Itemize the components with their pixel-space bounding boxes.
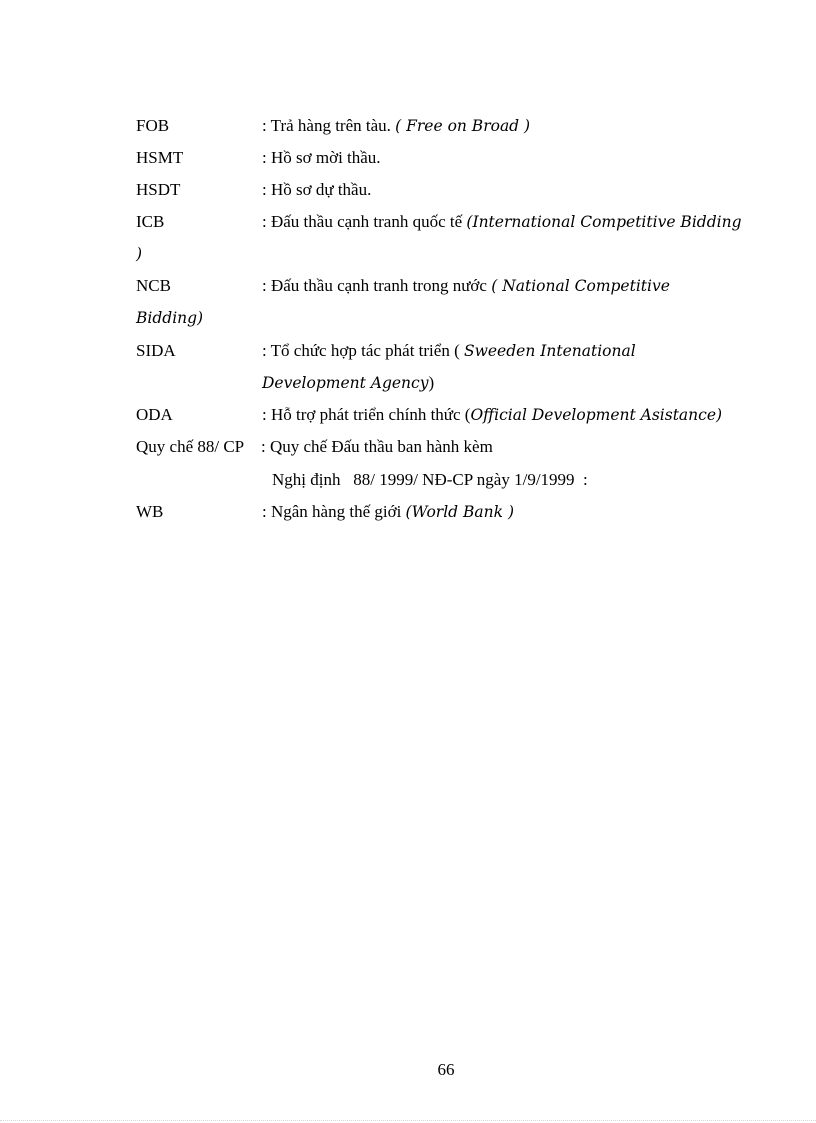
definition-text: : Đấu thầu cạnh tranh quốc tế [262, 212, 467, 231]
glossary-term: ODA [136, 405, 173, 424]
english-term: ( National Competitive [491, 277, 670, 295]
closing-paren: ) [428, 373, 435, 392]
definition-text: : Hồ sơ dự thầu. [262, 180, 372, 199]
page-number: 66 [437, 1060, 455, 1079]
glossary-term: WB [136, 502, 164, 521]
definition-text: : Quy chế Đấu thầu ban hành kèm [261, 437, 493, 456]
english-term-continuation [262, 373, 434, 393]
glossary-entry-quy-che-def [261, 437, 816, 457]
glossary-definition [262, 341, 636, 361]
glossary-definition [262, 405, 722, 425]
glossary-term: SIDA [136, 341, 176, 360]
glossary-definition [262, 502, 514, 522]
glossary-term: FOB [136, 116, 170, 135]
english-term-continuation: ) [136, 245, 143, 263]
definition-text: : Ngân hàng thế giới [262, 502, 406, 521]
definition-text: : Đấu thầu cạnh tranh trong nước [262, 276, 492, 295]
glossary-definition [262, 212, 742, 232]
glossary-term: NCB [136, 276, 171, 295]
definition-text: : Hỗ trợ phát triển chính thức ( [262, 405, 471, 424]
english-term: (International Competitive Bidding [466, 213, 742, 231]
glossary-term: Quy chế 88/ CP [136, 437, 245, 456]
definition-text: : Tổ chức hợp tác phát triển ( [262, 341, 464, 360]
definition-continuation: Nghị định 88/ 1999/ NĐ-CP ngày 1/9/1999 : [272, 470, 588, 489]
english-term: Sweeden Intenational [464, 342, 636, 360]
page-bottom-rule [0, 1120, 816, 1121]
glossary-term: HSDT [136, 180, 181, 199]
glossary-term: ICB [136, 212, 165, 231]
definition-text: : Hồ sơ mời thầu. [262, 148, 381, 167]
glossary-definition [262, 116, 530, 136]
english-term: ( Free on Broad ) [395, 117, 531, 135]
english-term-continuation: Bidding) [136, 309, 204, 327]
definition-text: : Trả hàng trên tàu. [262, 116, 396, 135]
english-term: (World Bank ) [405, 503, 515, 521]
english-term-text: Development Agency [262, 374, 429, 392]
english-term: Official Development Asistance) [470, 406, 723, 424]
glossary-term: HSMT [136, 148, 184, 167]
glossary-definition [262, 276, 670, 296]
